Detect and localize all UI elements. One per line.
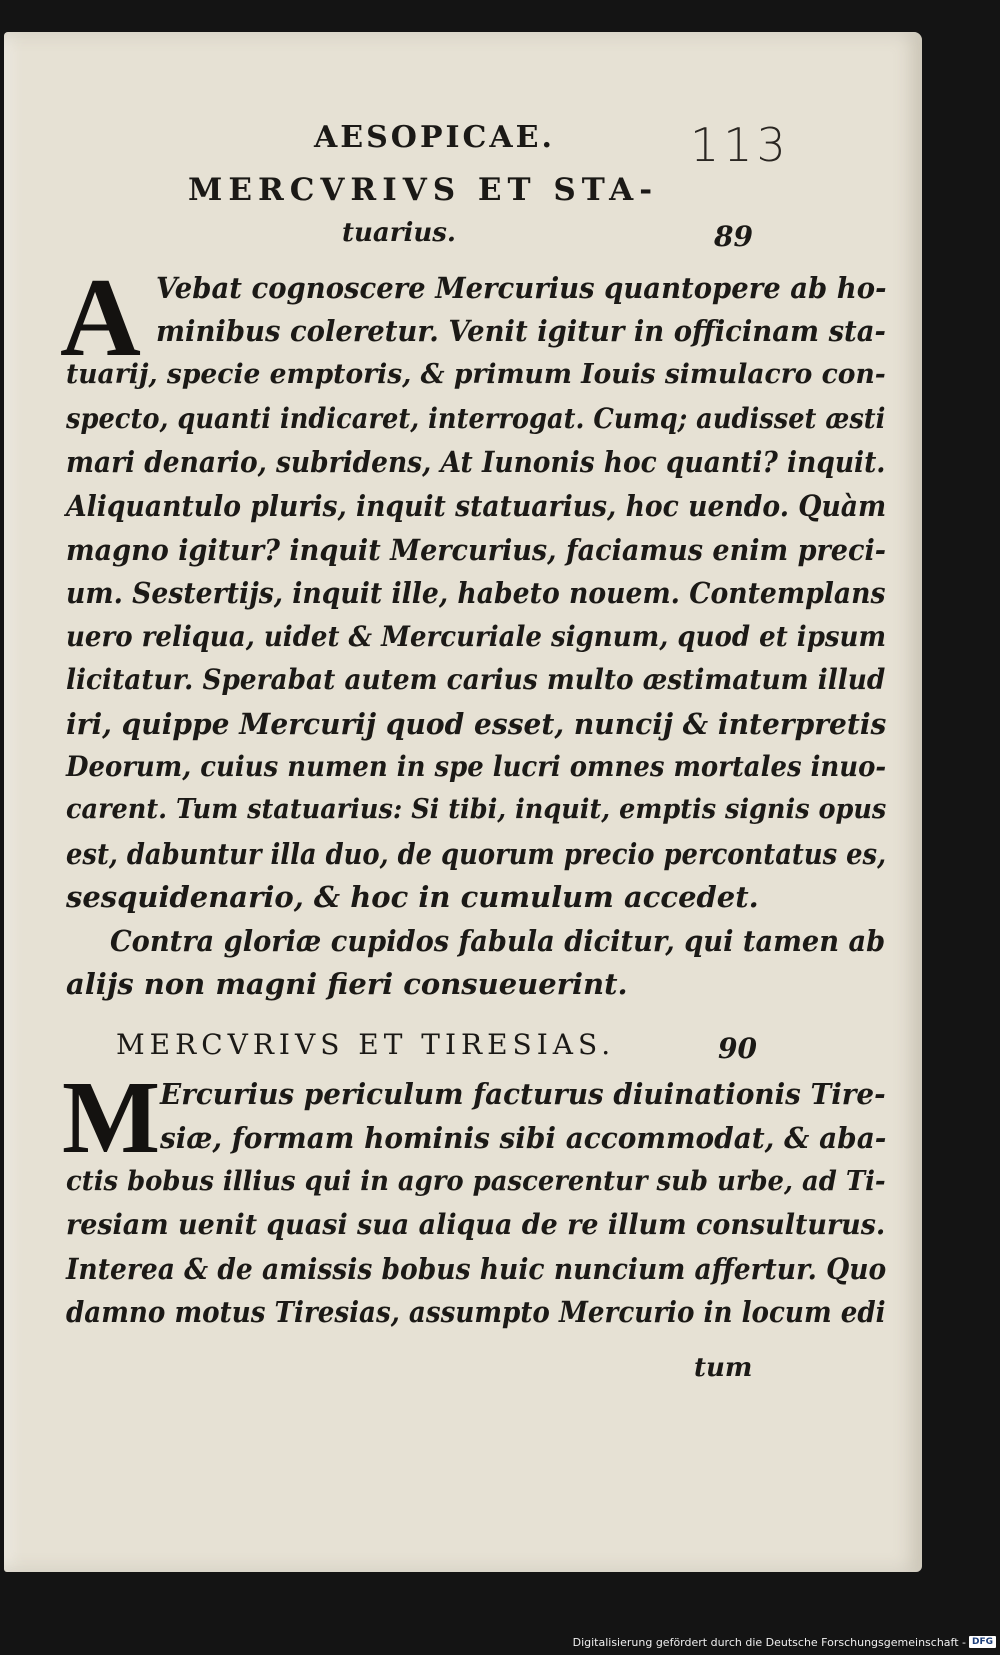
fable-1-line: tuarij, specie emptoris, & primum Iouis simulacro con-	[66, 359, 886, 390]
fable-1-line: Aliquantulo pluris, inquit statuarius, hoc uendo. Quàm	[66, 489, 887, 523]
fable-1-line: Vebat cognoscere Mercurius quantopere ab ho-	[156, 271, 887, 305]
fable-1-line: carent. Tum statuarius: Si tibi, inquit, emptis signis opus	[66, 794, 887, 825]
catchword: tum	[694, 1353, 753, 1383]
fable-1-line: licitatur. Sperabat autem carius multo æstimatum illud	[66, 663, 886, 696]
fable-1-line: magno igitur? inquit Mercurius, faciamus enim preci-	[66, 533, 886, 567]
fable-2-line: resiam uenit quasi sua aliqua de re illum consulturus.	[66, 1208, 886, 1241]
fable-1-title-line-2: tuarius.	[342, 218, 456, 248]
fable-1-line: specto, quanti indicaret, interrogat. Cumq; audisset æsti	[66, 402, 886, 435]
fable-1-drop-initial: A	[60, 256, 141, 380]
fable-2-line: Ercurius periculum facturus diuinationis Tire-	[160, 1077, 886, 1111]
fable-2-number: 90	[718, 1032, 757, 1065]
fable-1-title-line-1: MERCVRIVS ET STA-	[188, 172, 659, 208]
fable-2-line: siæ, formam hominis sibi accommodat, & aba-	[160, 1121, 887, 1155]
fable-1-moral-line: Contra gloriæ cupidos fabula dicitur, qui tamen ab	[110, 924, 886, 958]
fable-1-number: 89	[714, 220, 753, 253]
digitization-credit	[573, 1633, 996, 1651]
fable-1-line: um. Sestertijs, inquit ille, habeto nouem. Contemplans	[66, 576, 886, 610]
fable-1-line: sesquidenario, & hoc in cumulum accedet.	[66, 880, 759, 914]
credit-text: Digitalisierung gefördert durch die Deutsche Forschungsgemeinschaft -	[572, 1635, 966, 1649]
fable-2-line: Interea & de amissis bobus huic nuncium affertur. Quo	[66, 1252, 887, 1286]
fable-2-title: MERCVRIVS ET TIRESIAS.	[116, 1028, 616, 1061]
fable-1-line: minibus coleretur. Venit igitur in officinam sta-	[156, 314, 886, 348]
fable-1-line: uero reliqua, uidet & Mercuriale signum, quod et ipsum	[66, 620, 887, 653]
book-page	[4, 32, 922, 1572]
fable-2-line: damno motus Tiresias, assumpto Mercurio in locum edi	[66, 1295, 886, 1329]
fable-1-moral-line: alijs non magni fieri consueuerint.	[66, 967, 628, 1001]
fable-1-line: mari denario, subridens, At Iunonis hoc quanti? inquit.	[66, 445, 886, 479]
fable-2-line: ctis bobus illius qui in agro pascerentur sub urbe, ad Ti-	[66, 1166, 886, 1197]
fable-1-line: est, dabuntur illa duo, de quorum precio percontatus es,	[66, 837, 887, 871]
handwritten-folio-number: 113	[690, 118, 790, 172]
fable-1-line: iri, quippe Mercurij quod esset, nuncij & interpretis	[66, 707, 887, 741]
fable-1-line: Deorum, cuius numen in spe lucri omnes mortales inuo-	[66, 750, 887, 783]
running-head: AESOPICAE.	[314, 120, 555, 155]
fable-2-drop-initial: M	[62, 1060, 161, 1175]
dfg-logo: DFG	[969, 1636, 996, 1648]
